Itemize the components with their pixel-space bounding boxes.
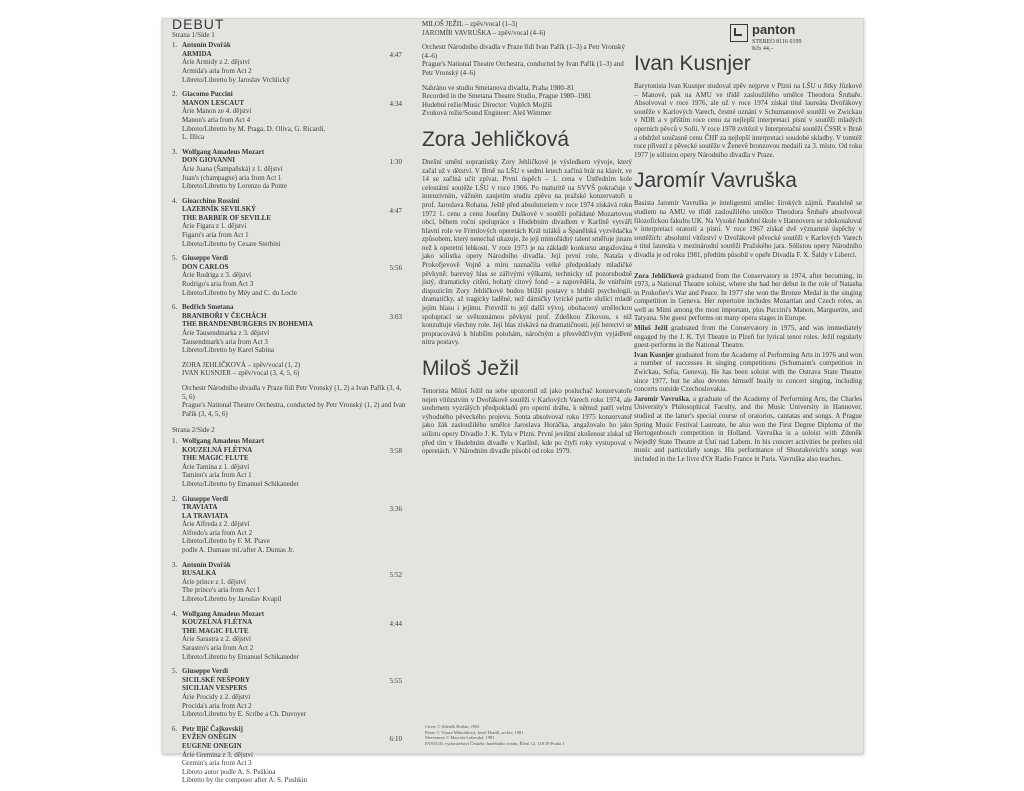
track-title: TRAVIATA LA TRAVIATA [182,503,229,520]
track-detail: Árie Alfreda z 2. dějství [182,520,250,529]
track-item [172,303,408,355]
track-detail: Libreto/Libretto by F. M. Piave [182,537,270,546]
track-composer: Wolfgang Amadeus Mozart [182,147,265,156]
track-title: DON CARLOS [182,262,229,271]
track-detail: Figaro's aria from Act 1 [182,231,249,240]
track-detail: Gremin's aria from Act 3 [182,759,252,768]
catalog-number: STEREO 8116 0199 [752,39,802,45]
track-composer: Wolfgang Amadeus Mozart [182,609,265,618]
publisher-footer: Cover © Zdeněk Hollan, 1981 Photo © Vlasta Mikulášová, Josef Hradil, archiv, 1981 Sleevenote © Marcela Lašovská, 1981 PANTON, vydavatelství Českého hudebního fondu, Říční 12, 118 39 Praha 1 [425,724,565,746]
track-duration: 5:55 [389,677,402,686]
track-number: 6. [172,724,178,733]
tracklist-column [172,16,408,791]
track-composer: Antonín Dvořák [182,41,231,50]
bio-vavruska: Basista Jaromír Vavruška je inteligentní umělec širokých zájmů. Paralelně se studiem na AMU ve třídě zasloužilého umělce Theodora Šrubaře absolvoval filozofickou fakultu UK. Na Vysoké hudební škole v Hannoveru se zdokonaloval v interpretaci oratorií a písní. V roce 1967 získal dvě významné úspěchy v soutěžích: absolutní vítězství v Dvořákově pěvecké soutěži v Karlových Varech a titul laureáta v mezinárodní soutěži Pražského jara. Sólistou opery Národního divadla je od roku 1981, předtím působil v opeře Divadla F. X. Šaldy v Liberci. [634,199,862,259]
track-composer: Wolfgang Amadeus Mozart [182,436,265,445]
side2-orchestra: Orchestr Národního divadla v Praze řídí Ivan Pařík (1–3) a Petr Vronský (4–6) Prague's National Theatre Orchestra, conducted by Ivan Pařík (1–3) and Petr Vronský (4–6) [422,43,625,77]
track-detail: Libretto by the composer after A. S. Pushkin [182,776,308,785]
track-detail: Libreto/Libretto by Cesare Sterbini [182,239,281,248]
recording-credits: Nahráno ve studiu Smetanova divadla, Praha 1980–81 Recorded in the Smetana Theatre Studio, Prague 1980–1981 Hudební režie/Music Director: Vojtěch Mojžíš Zvuková režie/Sound Engineer: Aleš Wimmer [422,83,592,118]
track-composer: Giuseppe Verdi [182,494,229,503]
track-detail: Libreto/Libretto by Karel Sabina [182,346,274,355]
album-title: DEBUT [172,16,225,32]
track-number: 5. [172,667,178,676]
english-bio-text: , a graduate of the Academy of Performing Arts, the Charles University's Philosophical Faculty, and the Music University in Hannover, studied at the latter's special course of oratorios, cantatas and songs. A Prague Spring Music Festival Laureate, he also won the First Degree Diploma of the Hertogenbosch competition in Holland. Vavruška is a soloist with Zdeněk Nejedlý State Theatre at Ústí nad Labem. In his concert activities he prefers old music and particularly songs. His performance of Shostakovich's songs was included in the Le livre d'Or Radio France in Paris. Vavruška also teaches. [634,394,863,463]
side1-label: Strana 1/Side 1 [172,30,215,39]
track-composer: Giacomo Puccini [182,90,233,99]
track-duration: 4:47 [389,206,402,215]
english-bio-text: graduated from the Academy of Performing Arts in 1976 and won a number of successes in singing competitions (Schumann's competition in Zwickau, Sofia, Geneva). He has been soloist with the Ostrava State Theatre since 1977, but he also devotes himself busily to concert singing, including concerts outside Czechoslovakia. [634,350,862,394]
track-item [172,561,408,604]
track-detail: Libreto/Libretto by E. Scribe a Ch. Duvoyer [182,710,307,719]
track-duration: 3:36 [389,504,402,513]
track-item [172,254,408,297]
side1-orchestra: Orchestr Národního divadla v Praze řídí Petr Vronský (1, 2) a Ivan Pařík (3, 4, 5, 6) Prague's National Theatre Orchestra, conducted by Petr Vronský (1, 2) and Ivan Pařík (3, 4, 5, 6) [182,383,406,418]
track-item [172,610,408,662]
track-detail: Rodrigo's aria from Act 3 [182,280,254,289]
track-detail: Árie Tamina z 1. dějství [182,462,250,471]
track-item [172,41,408,84]
side1-tracklist [172,41,408,355]
track-number: 3. [172,560,178,569]
track-title: KOUZELNÁ FLÉTNA THE MAGIC FLUTE [182,445,253,463]
track-detail: Libreto/Libretto by Emanuel Schikaneder [182,479,299,488]
english-artist-name: Miloš Ježil [634,324,668,333]
bio-jehlickova: Dnešní umění sopranistky Zory Jehličkové je výsledkem vývoje, který začal už v dětství. V Brně na LŠU v sedmi letech začíná hrát na klavír, ve 14 se začíná učit zpívat. První úspěch – 1. cena v Ústředním kole celostátní soutěže LŠU v roce 1966. Po maturitě na SVVŠ pokračuje v intenzivním, vážném zaujetím studiu zpěvu na pražské konzervatoři u prof. Jaroslava Rohana. Ještě před absolutoriem v roce 1974 získává roku 1972 1. cenu a cenu Josefiny Duškové v soutěži pořádané Mozartovou obcí, během roční spolupráce s Hudebním divadlem v Karlíně vytváří hlavní role ve Frimlových operetách Král tuláků a Španělská vyzvědačka způsobem, který nenechal ukazuje, že její mimořádný talent směřuje jinam než k operetní lehkosti. V roce 1973 je na základě konkursu angažována jako sólistka opery Národního divadla. Její první role, Nataša v Prokofjevově Vojně a míru naznačila velké předpoklady mladičké pěvkyně: barevný hlas se zářivými výškami, technicky už pozoruhodně jistý, dramaticky cítění, bohatý citový fond – a napověděla, že vnitřním dispozicím Zory Jehličkové budou bližší postavy s hlubší psychologií, dramatičky, až tragicky laděné, než dámičky lyrické partie slušící mladé jejím hlasu i jejímu. Potvrdil to její další vývoj, obohacený uměleckou spoluprací se světoznámou pěvkyní prof. Zdeňkou Zikovou, s níž konzultuje všechny role. Její hlas získává na dramatičnosti, její herectví se propracovává k hlubším polohám, náročným a přesvědčivým vyjádření nitra postavy. [422,157,632,347]
english-bio-text: graduated from the Conservatory in 1974, after becoming, in 1973, a National Theatre soloist, where she had her debut in the role of Natasha in Prokofiev's War and Peace. In 1977 she won the Bronze Medal in the singing competition in Geneva. Her repertoire includes Mozartian and Czech roles, as well as Mimi among the most important, plus Puccini's Manon, Marguerite, and Tatyana. She guest performs on many opera stages in Europe. [634,271,862,323]
track-item [172,495,408,555]
track-duration: 4:44 [389,619,402,628]
track-detail: L. Illica [182,133,205,142]
track-title: DON GIOVANNI [182,156,235,165]
track-item [172,197,408,249]
bio-jezil: Tenorista Miloš Ježil na sebe upozornil už jako posluchač konzervatoře nejen vítězstvím v Dvořákově soutěži v Karlových Varech roku 1974, ale souhrnem vyzrálých předpokladů pro operní dráhu, k němuž patří velmi výhodného pěveckého projevu. Sonta absolvoval roku 1975 konzervatoř jako žák zasloužilého umělce Jaroslava Horáčka, angažovalo ho jako sólistu opery Divadlo J. K. Tyla v Plzni. První jevištní zkušenost získal už před tím v Hudebním divadle v Karlíně, kde po čtyři roky vystupoval v operetách. V Národním divadle působí od roku 1979. [422,387,632,456]
track-detail: Armida's aria from Act 2 [182,66,252,75]
track-title: BRANIBOŘI V ČECHÁCH THE BRANDENBURGERS IN BOHEMIA [182,311,313,329]
track-detail: Libreto/Libretto by Jaroslav Kvapil [182,595,282,604]
track-detail: Alfredo's aria from Act 2 [182,528,253,537]
track-title: MANON LESCAUT [182,98,245,107]
english-artist-name: Ivan Kusnjer [634,350,675,359]
track-detail: Procida's aria from Act 2 [182,701,252,710]
middle-column [422,20,632,456]
english-paragraph [634,324,862,350]
track-title: EVŽEN ONĚGIN EUGENE ONEGIN [182,733,242,750]
right-column [634,20,862,465]
track-detail: podle A. Dumase ml./after A. Dumas Jr. [182,546,294,555]
track-number: 2. [172,494,178,503]
english-artist-name: Zora Jehličková [634,271,684,280]
track-detail: Tausendmark's aria from Act 3 [182,337,268,346]
track-detail: Árie Sarastra z 2. dějství [182,635,252,644]
track-detail: Libreto/Libretto by M. Praga, D. Oliva, G. Ricardi, [182,124,326,133]
side1-performers: ZORA JEHLIČKOVÁ – zpěv/vocal (1, 2) IVAN KUSNJER – zpěv/vocal (3, 4, 5, 6) [182,360,301,378]
track-detail: Árie Armidy z 2. dějství [182,58,250,67]
track-detail: Árie Gremina z 3. dějství [182,750,253,759]
english-notes [634,272,862,464]
track-detail: Árie Manon ze 4. dějství [182,107,252,116]
track-duration: 1:30 [389,157,402,166]
track-title: RUSALKA [182,569,217,578]
track-duration: 4:47 [389,51,402,60]
track-composer: Giuseppe Verdi [182,667,229,676]
english-bio-text: graduated from the Conservatory in 1975, and was immediately engaged by the J. K. Tyl Theatre in Plzeň for lyrical tenor roles. Ježil regularly guest-performs in the National Theatre. [634,324,863,350]
track-number: 1. [172,436,178,445]
track-detail: Libreto/Libretto by Lorenzo da Ponte [182,182,287,191]
track-title: KOUZELNÁ FLÉTNA THE MAGIC FLUTE [182,618,253,635]
track-detail: The prince's aria from Act 1 [182,586,261,595]
track-item [172,437,408,489]
track-detail: Libreto autor podle A. S. Puškina [182,767,276,776]
track-number: 2. [172,90,178,99]
bio-kusnjer: Barytonista Ivan Kusnjer studoval zpěv nejprve v Plzni na LŠU u Jitky Jůzkové – Manové, pak na AMU ve třídě zasloužilého umělce Theodora Šrubaře. Absolvoval v roce 1976, ale už v roce 1974 získal titul laureáta Dvořákovy soutěže v Karlových Varech, čestné uznání v Schumannově soutěži ve Zwickau v NDR a v příštím roce cenu za nejlepší interpretaci písní v soutěži mladých operních pěvců v Sofii. V roce 1978 zvítězil v Interpretační soutěži ČSSR v Brně a obdržel současně cenu ČHF za nejlepší interpretaci soudobé skladby. V tomtéž roce přivezl z pěvecké soutěže v Ženevě bronzovou medaili za 3. místo. Od roku 1977 je sólistou opery Národního divadla v Praze. [634,82,862,159]
track-detail: Juan's (champagne) aria from Act 1 [182,173,282,182]
track-composer: Giuseppe Verdi [182,254,229,263]
artist-heading-kusnjer: Ivan Kusnjer [634,52,751,75]
track-number: 4. [172,196,178,205]
track-number: 1. [172,41,178,50]
artist-heading-jehlickova: Zora Jehličková [422,127,570,151]
price: Kčs 44,– [752,46,774,52]
track-duration: 3:03 [389,313,402,322]
track-detail: Árie Juana (Šampaňská) z 1. dějství [182,164,283,173]
english-paragraph [634,272,862,324]
track-detail: Árie Rodriga z 3. dějství [182,271,252,280]
track-detail: Árie prince z 1. dějství [182,577,246,586]
logo-name: panton [752,22,796,37]
track-duration: 5:56 [389,264,402,273]
english-paragraph [634,351,862,394]
english-paragraph [634,395,862,464]
track-number: 5. [172,254,178,263]
artist-heading-jezil: Miloš Ježil [422,357,519,380]
track-detail: Tamino's aria from Act 1 [182,471,252,480]
english-artist-name: Jaromír Vavruška [634,394,689,403]
track-detail: Manon's aria from Act 4 [182,115,251,124]
track-number: 6. [172,303,178,312]
side2-label: Strana 2/Side 2 [172,426,215,435]
track-item [172,667,408,719]
track-composer: Petr Iljič Čajkovskij [182,724,243,733]
track-detail: Árie Procidy z 2. dějství [182,692,251,701]
artist-heading-vavruska: Jaromír Vavruška [634,169,797,193]
track-detail: Libreto/Libretto by Emanuel Schikaneder [182,652,299,661]
track-composer: Bedřich Smetana [182,303,234,312]
track-number: 4. [172,609,178,618]
track-detail: Árie Tausendmarka z 3. dějství [182,329,270,337]
track-detail: Libreto/Libretto by Jaroslav Vrchlický [182,75,290,84]
track-title: ARMIDA [182,49,212,58]
track-item [172,725,408,785]
track-item [172,148,408,191]
track-item [172,90,408,142]
track-title: SICILSKÉ NEŠPORY SICILIAN VESPERS [182,675,251,693]
track-composer: Antonín Dvořák [182,560,231,569]
track-detail: Sarastro's aria from Act 2 [182,644,254,652]
track-duration: 6:10 [389,734,402,743]
track-detail: Árie Figara z 1. dějství [182,222,247,231]
track-duration: 3:58 [389,446,402,455]
track-duration: 4:34 [389,100,402,109]
track-number: 3. [172,147,178,156]
side2-performers: MILOŠ JEŽIL – zpěv/vocal (1–3) JAROMÍR VAVRUŠKA – zpěv/vocal (4–6) [422,20,546,37]
track-detail: Libreto/Libretto by Méy and C. du Locle [182,288,297,297]
track-composer: Gioacchino Rossini [182,196,240,205]
side2-tracklist [172,437,408,785]
track-title: LAZEBNÍK SEVILSKÝ THE BARBER OF SEVILLE [182,205,272,222]
track-duration: 5:52 [389,570,402,579]
